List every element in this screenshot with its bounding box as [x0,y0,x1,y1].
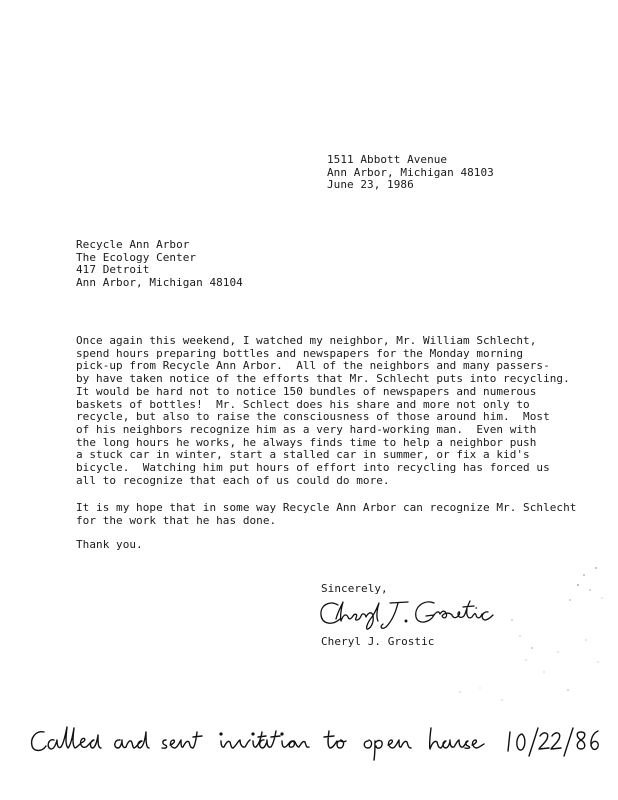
recipient-address-block [76,239,243,290]
body-line: spend hours preparing bottles and newspapers for the Monday morning [76,346,524,360]
body-paragraph-3 [76,539,143,552]
body-line: bicycle. Watching him put hours of effort into recycling has forced us [76,461,550,475]
sender-street: 1511 Abbott Avenue [327,153,448,166]
sender-city: Ann Arbor, Michigan 48103 [327,165,494,179]
body-line: by have taken notice of the efforts that Mr. Schlecht puts into recycling. [76,372,570,386]
body-line: a stuck car in winter, start a stalled car in summer, or fix a kid's [76,448,530,462]
body-paragraph-2 [76,502,576,527]
signer-typed-name-block [321,636,434,649]
body-line: pick-up from Recycle Ann Arbor. All of the neighbors and many passers- [76,359,550,373]
recipient-street: 417 Detroit [76,263,150,277]
body-line: for the work that he has done. [76,513,277,527]
body-line: recycle, but also to raise the consciousness of those around him. Most [76,410,550,424]
recipient-name: Recycle Ann Arbor [76,238,190,251]
recipient-city: Ann Arbor, Michigan 48104 [76,276,243,290]
body-line: It is my hope that in some way Recycle Ann Arbor can recognize Mr. Schlecht [76,501,577,514]
sender-address-block [327,154,494,192]
closing-salutation [321,583,388,596]
recipient-organization: The Ecology Center [76,250,197,264]
body-line: It would be hard not to notice 150 bundles of newspapers and numerous [76,384,537,398]
body-line: the long hours he works, he always finds time to help a neighbor push [76,435,537,449]
body-line: all to recognize that each of us could do more. [76,473,390,487]
signer-typed-name: Cheryl J. Grostic [321,635,435,648]
body-line: baskets of bottles! Mr. Schlect does his share and more not only to [76,397,530,411]
handwritten-signature [316,597,506,631]
thank-you-line: Thank you. [76,538,143,551]
handwritten-note [28,718,613,764]
letter-date: June 23, 1986 [327,178,414,192]
body-line: of his neighbors recognize him as a very hard-working man. Even with [76,422,537,436]
body-paragraph-1 [76,335,570,487]
body-line: Once again this weekend, I watched my neighbor, Mr. William Schlecht, [76,334,537,347]
sincerely-text: Sincerely, [321,582,388,595]
